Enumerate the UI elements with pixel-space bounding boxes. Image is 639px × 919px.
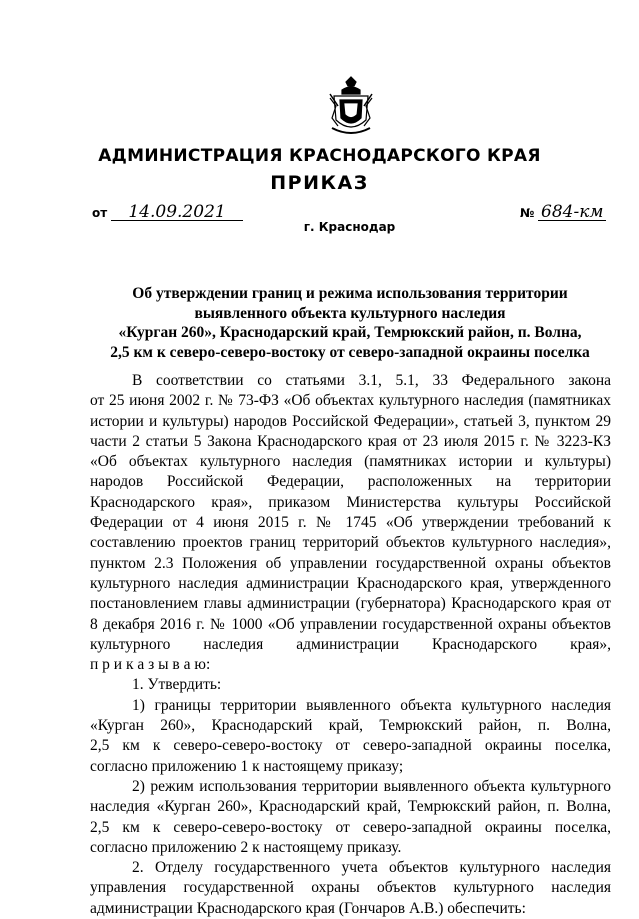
body-line: культурного наследия администрации Краснодарского края», xyxy=(90,635,611,653)
body-line: согласно приложению 1 к настоящему приказу; xyxy=(90,757,404,775)
body-line: управления государственной охраны объектов культурного наследия xyxy=(90,879,611,897)
krasnodar-coat-of-arms-icon xyxy=(328,76,374,136)
document-type: ПРИКАЗ xyxy=(270,172,369,194)
body-line: «Курган 260», Краснодарский край, Темрюкский район, п. Волна, xyxy=(90,717,611,735)
body-line: 2,5 км к северо-северо-востоку от северо-западной окраины поселка, xyxy=(90,737,611,755)
body-line: 1. Утвердить: xyxy=(132,676,222,694)
body-line: 8 декабря 2016 г. № 1000 «Об управлении государственной охраны объектов xyxy=(90,615,611,633)
body-line: В соответствии со статьями 3.1, 5.1, 33 Федерального закона xyxy=(132,372,611,389)
body-line: администрации Краснодарского края (Гончаров А.В.) обеспечить: xyxy=(90,899,526,917)
body-line: Федерации от 4 июня 2015 г. № 1745 «Об утверждении требований к xyxy=(90,514,611,532)
title-line: «Курган 260», Краснодарский край, Темрюкский район, п. Волна, xyxy=(118,324,582,341)
body-line: части 2 статьи 5 Закона Краснодарского края от 23 июля 2015 г. № 3223-КЗ xyxy=(90,432,611,450)
number-row xyxy=(520,204,606,221)
title-line: Об утверждении границ и режима использования территории xyxy=(132,285,568,302)
body-line: «Об объектах культурного наследия (памятниках истории и культуры) xyxy=(90,453,611,471)
organization-name: АДМИНИСТРАЦИЯ КРАСНОДАРСКОГО КРАЯ xyxy=(98,146,541,166)
title-line: выявленного объекта культурного наследия xyxy=(194,304,506,322)
body-line: культурного наследия администрации Краснодарского края, утвержденного xyxy=(90,574,611,592)
date-label: от xyxy=(92,206,108,220)
body-line: истории и культуры) народов Российской Федерации», статьей 3, пунктом 29 xyxy=(90,412,611,430)
order-word: п р и к а з ы в а ю: xyxy=(90,656,211,674)
body-line: пунктом 2.3 Положения об управлении государственной охраны объектов xyxy=(90,554,611,572)
body-line: от 25 июня 2002 г. № 73-ФЗ «Об объектах культурного наследия (памятниках xyxy=(90,392,611,410)
body-line: наследия «Курган 260», Краснодарский край, Темрюкский район, п. Волна, xyxy=(90,798,611,816)
document-title xyxy=(90,284,610,362)
title-line: 2,5 км к северо-северо-востоку от северо-западной окраины поселка xyxy=(110,343,590,361)
body-line: 2,5 км к северо-северо-востоку от северо-западной окраины поселка, xyxy=(90,818,611,836)
body-line: Краснодарского края», приказом Министерства культуры Российской xyxy=(90,493,611,511)
body-line: составлению проектов границ территорий объектов культурного наследия», xyxy=(90,534,611,552)
body-line: 2. Отделу государственного учета объектов культурного наследия xyxy=(132,859,611,877)
body-line: народов Российской Федерации, расположенных на территории xyxy=(90,473,611,491)
document-body xyxy=(90,371,611,919)
body-line: 1) границы территории выявленного объекта культурного наследия xyxy=(132,696,611,714)
date-row xyxy=(92,204,243,221)
body-line: постановлением главы администрации (губернатора) Краснодарского края от xyxy=(90,595,611,613)
number-label: № xyxy=(520,206,535,220)
number-value: 684-км xyxy=(538,204,606,221)
body-line: 2) режим использования территории выявленного объекта культурного xyxy=(132,777,611,795)
date-value: 14.09.2021 xyxy=(111,204,243,221)
body-line: согласно приложению 2 к настоящему приказу. xyxy=(90,838,402,856)
city: г. Краснодар xyxy=(303,220,396,234)
